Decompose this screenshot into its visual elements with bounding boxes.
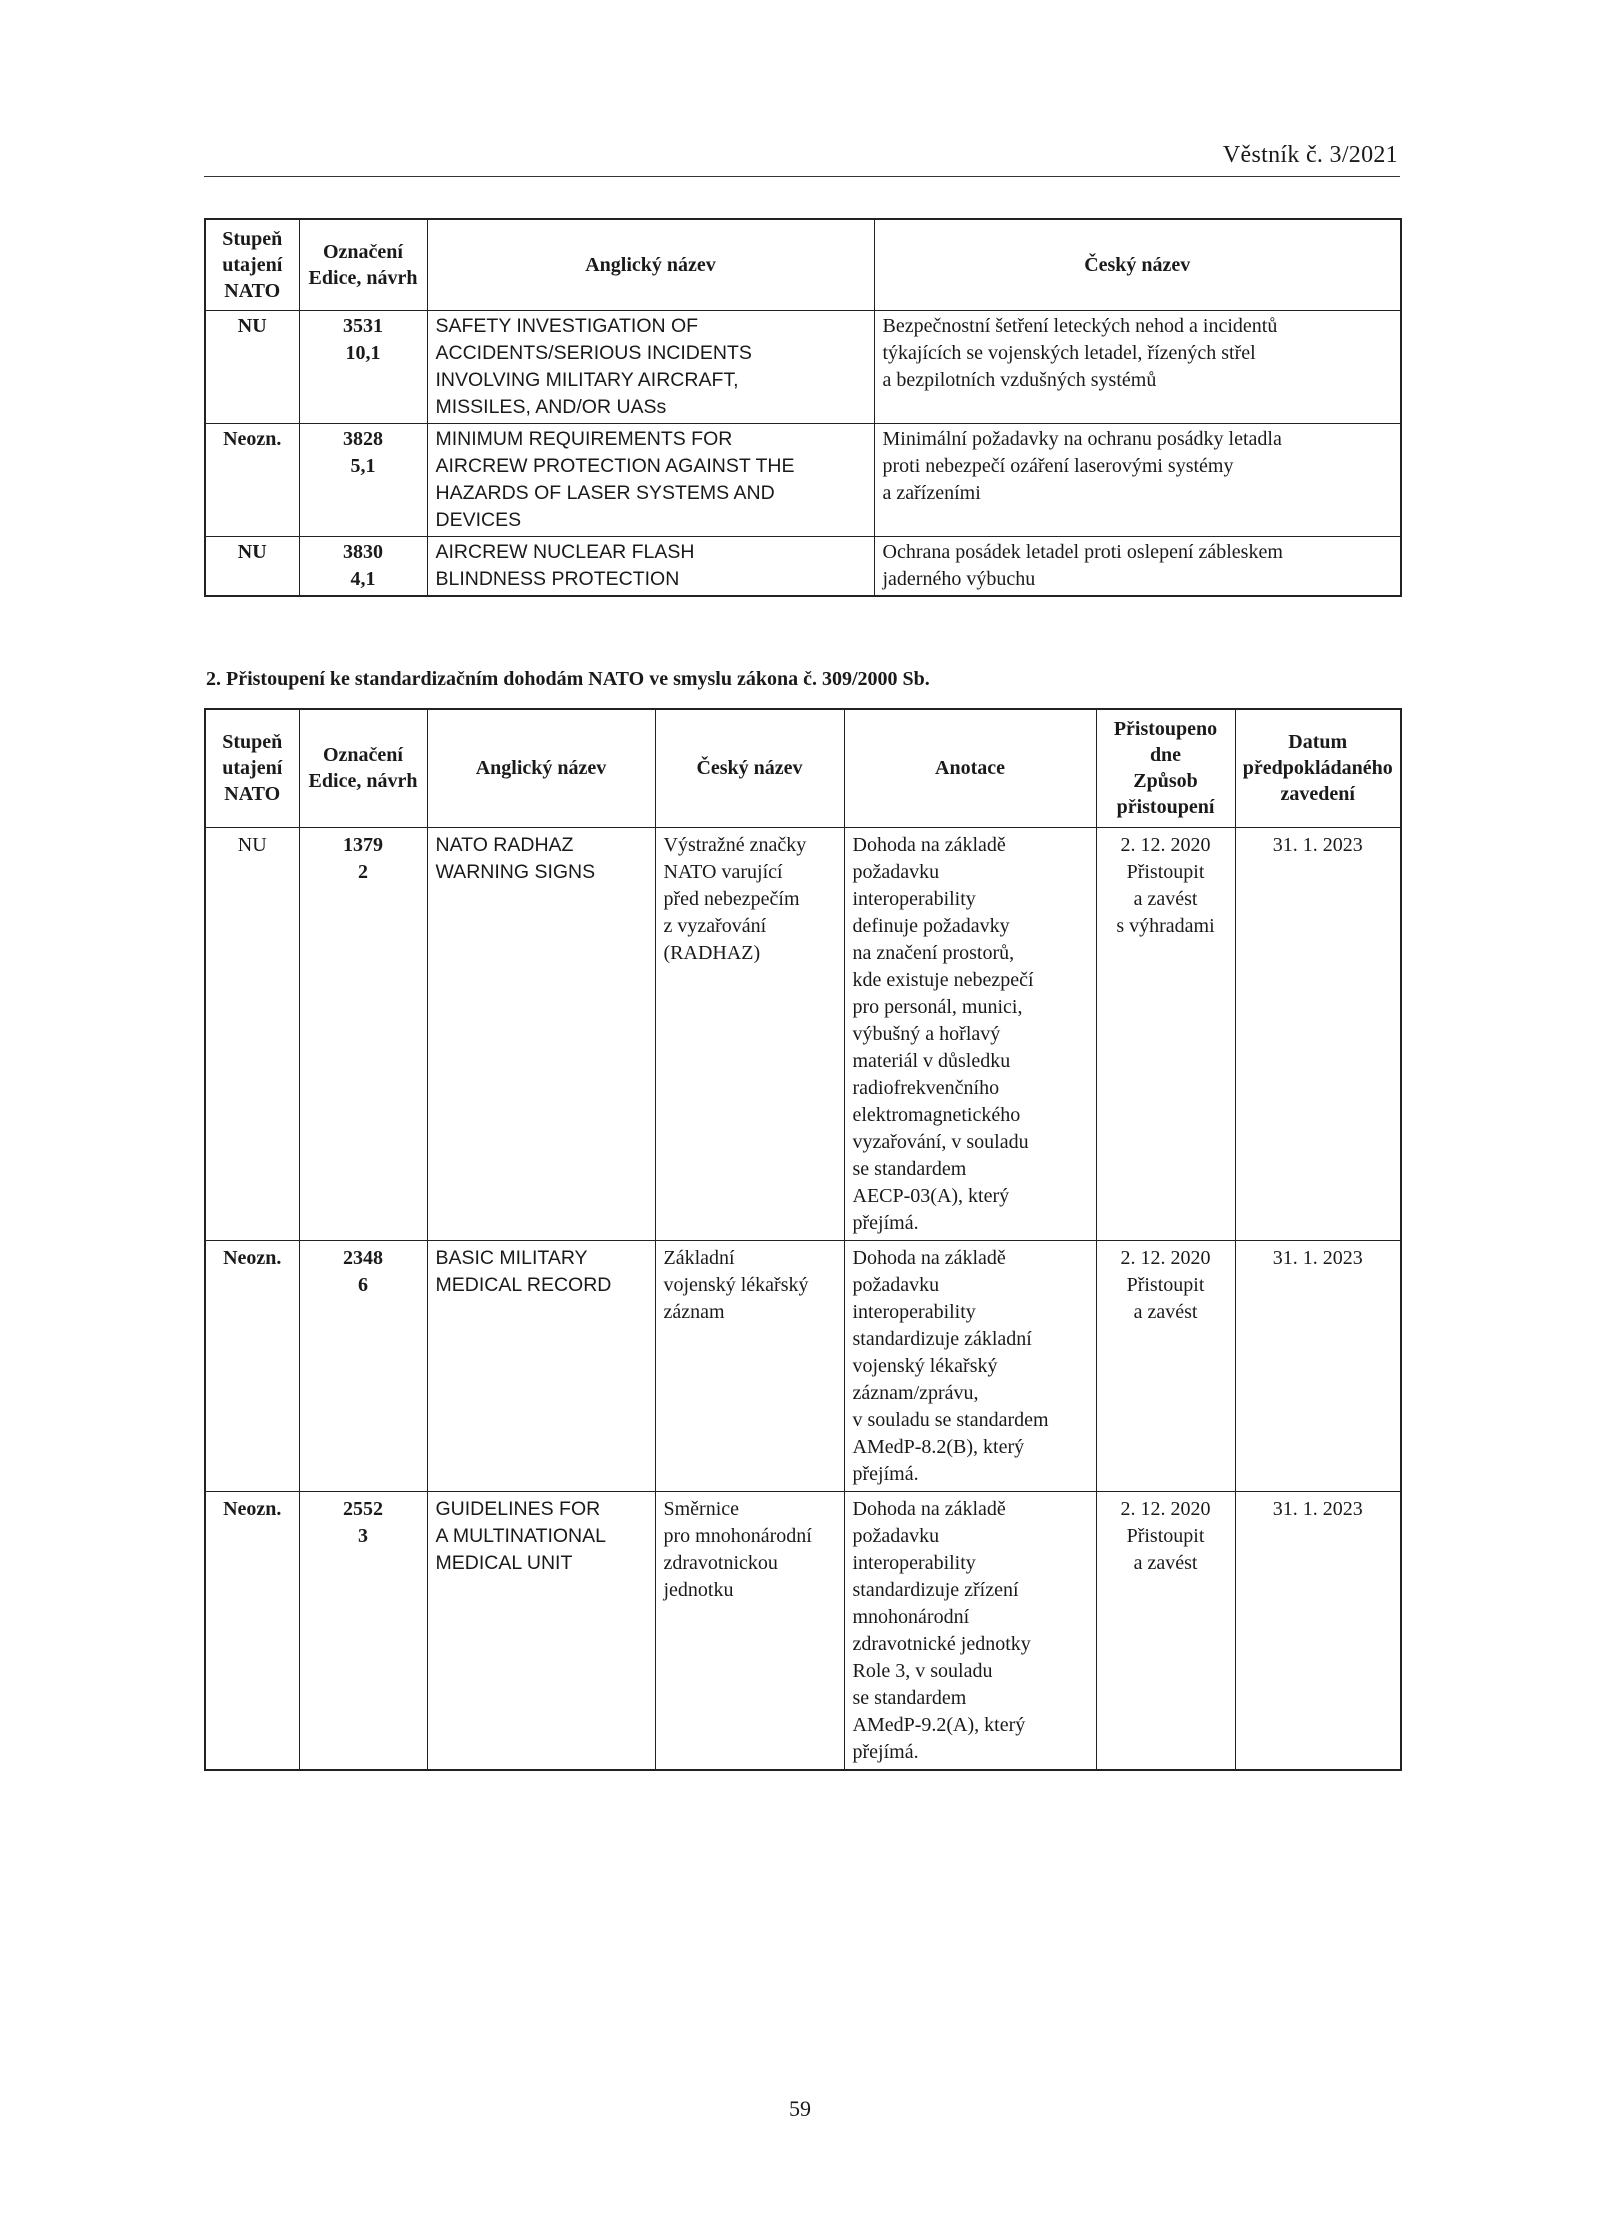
table1-header-row bbox=[205, 219, 1401, 311]
czech-name: Směrnice pro mnohonárodní zdravotnickou jednotku bbox=[655, 1491, 844, 1770]
english-name: AIRCREW NUCLEAR FLASH BLINDNESS PROTECTION bbox=[427, 537, 874, 597]
accession: 2. 12. 2020 Přistoupit a zavést bbox=[1096, 1240, 1235, 1491]
implementation-date: 31. 1. 2023 bbox=[1235, 1240, 1401, 1491]
classification-level: Neozn. bbox=[205, 1240, 299, 1491]
section-heading: 2. Přistoupení ke standardizačním dohodám NATO ve smyslu zákona č. 309/2000 Sb. bbox=[206, 668, 930, 690]
table-row bbox=[205, 1240, 1401, 1491]
table-row bbox=[205, 827, 1401, 1240]
table2-header-row bbox=[205, 709, 1401, 827]
header-czech-name: Český název bbox=[874, 219, 1401, 311]
header-czech-name: Český název bbox=[655, 709, 844, 827]
designation: 2552 3 bbox=[299, 1491, 427, 1770]
english-name: GUIDELINES FOR A MULTINATIONAL MEDICAL UNIT bbox=[427, 1491, 655, 1770]
annotation: Dohoda na základě požadavku interoperability standardizuje základní vojenský lékařský záznam/zprávu, v souladu se standardem AMedP-8.2(B), který přejímá. bbox=[844, 1240, 1096, 1491]
bulletin-title: Věstník č. 3/2021 bbox=[1222, 142, 1398, 168]
header-english-name: Anglický název bbox=[427, 219, 874, 311]
table-row bbox=[205, 1491, 1401, 1770]
page-number: 59 bbox=[789, 2096, 811, 2121]
header-implementation-date: Datum předpokládaného zavedení bbox=[1235, 709, 1401, 827]
classification-level: Neozn. bbox=[205, 1491, 299, 1770]
table-row bbox=[205, 311, 1401, 424]
implementation-date: 31. 1. 2023 bbox=[1235, 1491, 1401, 1770]
english-name: SAFETY INVESTIGATION OF ACCIDENTS/SERIOUS INCIDENTS INVOLVING MILITARY AIRCRAFT, MISSILES, AND/OR UASs bbox=[427, 311, 874, 424]
designation: 1379 2 bbox=[299, 827, 427, 1240]
header-annotation: Anotace bbox=[844, 709, 1096, 827]
classification-level: NU bbox=[205, 827, 299, 1240]
czech-name: Ochrana posádek letadel proti oslepení zábleskem jaderného výbuchu bbox=[874, 537, 1401, 597]
header-level: Stupeň utajení NATO bbox=[205, 709, 299, 827]
header-designation: Označení Edice, návrh bbox=[299, 219, 427, 311]
table-row bbox=[205, 537, 1401, 597]
designation: 2348 6 bbox=[299, 1240, 427, 1491]
annotation: Dohoda na základě požadavku interoperability standardizuje zřízení mnohonárodní zdravotnické jednotky Role 3, v souladu se standardem AMedP-9.2(A), který přejímá. bbox=[844, 1491, 1096, 1770]
english-name: BASIC MILITARY MEDICAL RECORD bbox=[427, 1240, 655, 1491]
annotation: Dohoda na základě požadavku interoperability definuje požadavky na značení prostorů, kde existuje nebezpečí pro personál, munici, výbušný a hořlavý materiál v důsledku radiofrekvenčního elektromagnetického vyzařování, v souladu se standardem AECP-03(A), který přejímá. bbox=[844, 827, 1096, 1240]
czech-name: Bezpečnostní šetření leteckých nehod a incidentů týkajících se vojenských letadel, řízených střel a bezpilotních vzdušných systémů bbox=[874, 311, 1401, 424]
page-header bbox=[204, 142, 1400, 177]
accession: 2. 12. 2020 Přistoupit a zavést bbox=[1096, 1491, 1235, 1770]
czech-name: Základní vojenský lékařský záznam bbox=[655, 1240, 844, 1491]
standards-table-2 bbox=[204, 708, 1402, 1771]
czech-name: Minimální požadavky na ochranu posádky letadla proti nebezpečí ozáření laserovými systémy a zařízeními bbox=[874, 424, 1401, 537]
designation: 3828 5,1 bbox=[299, 424, 427, 537]
header-level: Stupeň utajení NATO bbox=[205, 219, 299, 311]
header-designation: Označení Edice, návrh bbox=[299, 709, 427, 827]
header-accession: Přistoupeno dne Způsob přistoupení bbox=[1096, 709, 1235, 827]
classification-level: NU bbox=[205, 537, 299, 597]
designation: 3531 10,1 bbox=[299, 311, 427, 424]
english-name: NATO RADHAZ WARNING SIGNS bbox=[427, 827, 655, 1240]
classification-level: Neozn. bbox=[205, 424, 299, 537]
header-english-name: Anglický název bbox=[427, 709, 655, 827]
table-row bbox=[205, 424, 1401, 537]
classification-level: NU bbox=[205, 311, 299, 424]
accession: 2. 12. 2020 Přistoupit a zavést s výhradami bbox=[1096, 827, 1235, 1240]
english-name: MINIMUM REQUIREMENTS FOR AIRCREW PROTECTION AGAINST THE HAZARDS OF LASER SYSTEMS AND DEVICES bbox=[427, 424, 874, 537]
implementation-date: 31. 1. 2023 bbox=[1235, 827, 1401, 1240]
designation: 3830 4,1 bbox=[299, 537, 427, 597]
standards-table-1 bbox=[204, 218, 1402, 597]
czech-name: Výstražné značky NATO varující před nebezpečím z vyzařování (RADHAZ) bbox=[655, 827, 844, 1240]
